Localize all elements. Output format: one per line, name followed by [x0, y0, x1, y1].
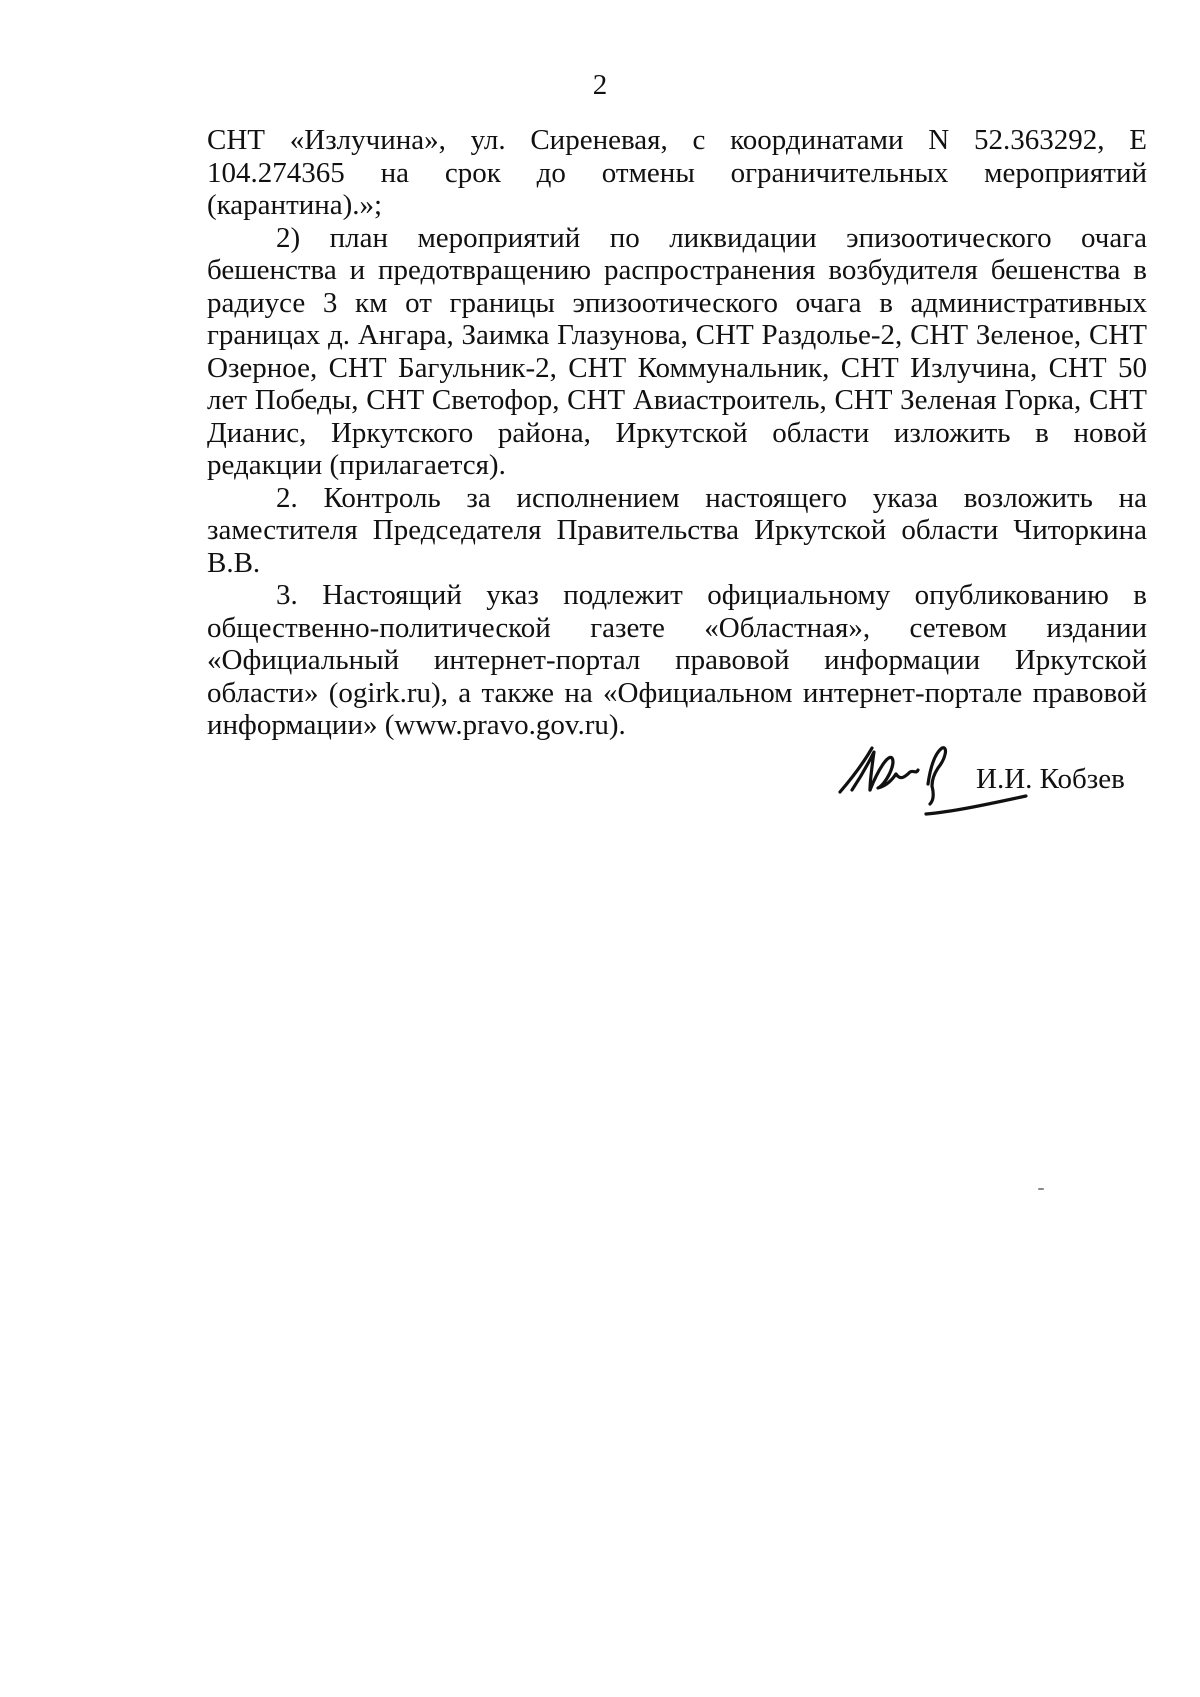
- document-body: [207, 124, 1147, 742]
- signatory-name: И.И. Кобзев: [976, 763, 1125, 795]
- page-number: 2: [592, 69, 608, 101]
- paragraph-control-clause: 2. Контроль за исполнением настоящего указа возложить на заместителя Председателя Правительства Иркутской области Читоркина В.В.: [207, 481, 1147, 579]
- scan-speck: [1038, 1188, 1044, 1190]
- paragraph-continuation: СНТ «Излучина», ул. Сиреневая, с координатами N 52.363292, E 104.274365 на срок до отмены ограничительных мероприятий (карантина).»;: [207, 124, 1147, 221]
- paragraph-publication-clause: 3. Настоящий указ подлежит официальному опубликованию в общественно-политической газете «Областная», сетевом издании «Официальный интернет-портал правовой информации Иркутской области» (ogirk.ru), а также на «Официальном интернет-портале правовой информации» (www.pravo.gov.ru).: [207, 579, 1147, 741]
- signature-block: [830, 740, 1160, 830]
- paragraph-plan-item: 2) план мероприятий по ликвидации эпизоотического очага бешенства и предотвращению распространения возбудителя бешенства в радиусе 3 км от границы эпизоотического очага в административных границах д. Ангара, Заимка Глазунова, СНТ Раздолье-2, СНТ Зеленое, СНТ Озерное, СНТ Багульник-2, СНТ Коммунальник, СНТ Излучина, СНТ 50 лет Победы, СНТ Светофор, СНТ Авиастроитель, СНТ Зеленая Горка, СНТ Дианис, Иркутского района, Иркутской области изложить в новой редакции (прилагается).: [207, 221, 1147, 481]
